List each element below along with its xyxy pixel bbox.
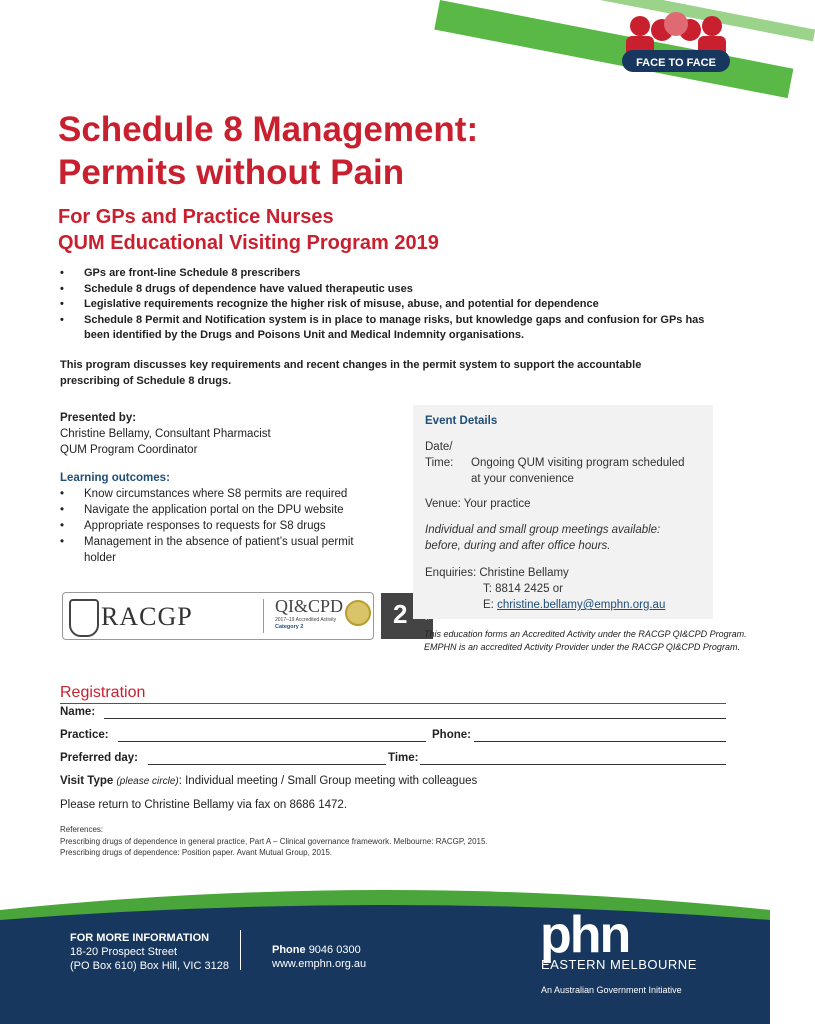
footer-address-2: (PO Box 610) Box Hill, VIC 3128 (70, 960, 229, 972)
list-item: • Appropriate responses to requests for S8 drugs (60, 518, 380, 534)
learning-outcomes-heading: Learning outcomes: (60, 472, 170, 484)
meetings-line-2: before, during and after office hours. (425, 540, 611, 552)
program-intro: This program discusses key requirements and recent changes in the permit system to support the accountable prescribing of Schedule 8 drugs. (60, 359, 642, 387)
practice-field[interactable] (118, 741, 426, 742)
venue: Venue: Your practice (425, 498, 531, 510)
meetings-line-1: Individual and small group meetings available: (425, 524, 661, 536)
footer-phone-web (272, 943, 366, 971)
visit-type-options[interactable]: : Individual meeting / Small Group meeting with colleagues (178, 775, 478, 787)
list-item: • Legislative requirements recognize the higher risk of misuse, abuse, and potential for dependence (60, 297, 720, 313)
date-label-line-1: Date/ (425, 441, 453, 453)
email-prefix: E: (483, 599, 498, 611)
presenter-section (60, 410, 380, 566)
points-value: 2 (393, 599, 408, 629)
list-item: • Navigate the application portal on the DPU website (60, 502, 380, 518)
event-details-heading: Event Details (425, 415, 498, 427)
time-label: Time: (388, 752, 419, 764)
footer-phone: 9046 0300 (308, 944, 361, 956)
list-item: • GPs are front-line Schedule 8 prescribers (60, 266, 720, 282)
page-title (58, 108, 658, 194)
learning-outcomes-list (60, 486, 380, 566)
subtitle-line-1: For GPs and Practice Nurses (58, 206, 334, 228)
presenter-heading: Presented by: (60, 412, 137, 424)
footer-phone-row (272, 943, 366, 957)
racgp-name: RACGP (101, 602, 193, 631)
registration-divider (60, 703, 726, 704)
preferred-day-label: Preferred day: (60, 752, 138, 764)
subtitle-line-2: QUM Educational Visiting Program 2019 (58, 232, 439, 254)
references-heading: References: (60, 825, 104, 834)
reference-item: Prescribing drugs of dependence: Position paper. Avant Mutual Group, 2015. (60, 848, 333, 857)
name-label: Name: (60, 706, 96, 718)
date-value-line-1: Ongoing QUM visiting program scheduled (471, 457, 685, 469)
footer-website[interactable]: www.emphn.org.au (272, 958, 367, 970)
accreditation-note: This education forms an Accredited Activity under the RACGP QI&CPD Program. EMPHN is an accredited Activity Provider under the RACGP QI&CPD Program. (424, 629, 747, 652)
email-link[interactable]: christine.bellamy@emphn.org.au (497, 599, 666, 611)
list-item: • Know circumstances where S8 permits are required (60, 486, 380, 502)
registration-heading: Registration (60, 684, 146, 701)
date-label-line-2: Time: (425, 457, 454, 469)
list-item: • Schedule 8 Permit and Notification system is in place to manage risks, but knowledge gaps and confusion for GPs has been identified by the Drugs and Poisons Unit and Medical Indemnity organisations. (60, 313, 720, 344)
event-details-panel (413, 405, 713, 619)
time-field[interactable] (420, 764, 726, 765)
footer-info-heading: FOR MORE INFORMATION (70, 932, 210, 944)
subtitle (58, 204, 439, 256)
date-value (471, 455, 685, 487)
title-line-2: Permits without Pain (58, 153, 405, 192)
name-field[interactable] (104, 718, 726, 719)
seal-icon (345, 600, 371, 626)
reference-item: Prescribing drugs of dependence in general practice, Part A – Clinical governance framework. Melbourne: RACGP, 2015. (60, 836, 488, 846)
visit-type-row (60, 775, 477, 787)
date-value-line-2: at your convenience (471, 473, 574, 485)
logo-divider (263, 599, 264, 633)
references (60, 824, 720, 859)
enquiries-phone: T: 8814 2425 or (483, 583, 563, 595)
list-item: • Schedule 8 drugs of dependence have valued therapeutic uses (60, 282, 720, 298)
qicpd-category: Category 2 (275, 624, 304, 630)
list-item: • Management in the absence of patient’s usual permit holder (60, 534, 380, 566)
presenter-role: QUM Program Coordinator (60, 444, 198, 456)
face-to-face-badge (620, 10, 732, 76)
visit-type-hint: (please circle) (116, 776, 179, 787)
meetings-note (425, 522, 660, 554)
preferred-day-field[interactable] (148, 764, 386, 765)
government-initiative: An Australian Government Initiative (541, 985, 682, 995)
footer-phone-label: Phone (272, 944, 306, 956)
badge-label: FACE TO FACE (636, 57, 716, 69)
footer-contact (70, 931, 229, 973)
visit-type-label: Visit Type (60, 775, 114, 787)
qicpd-subtitle: 2017–19 Accredited Activity (275, 617, 337, 623)
footer-divider (240, 930, 241, 970)
title-line-1: Schedule 8 Management: (58, 110, 479, 149)
practice-label: Practice: (60, 729, 109, 741)
phone-label: Phone: (432, 729, 471, 741)
date-label (425, 439, 453, 471)
key-points-list (60, 266, 720, 344)
enquiries-email-row (483, 597, 665, 613)
enquiries: Enquiries: Christine Bellamy (425, 567, 569, 579)
footer-address-1: 18-20 Prospect Street (70, 946, 178, 958)
racgp-crest-icon (69, 599, 99, 637)
qicpd-label: QI&CPD (275, 596, 344, 616)
phn-logo-subtitle: EASTERN MELBOURNE (541, 957, 697, 972)
return-instructions: Please return to Christine Bellamy via fax on 8686 1472. (60, 799, 348, 811)
racgp-accreditation-logo (62, 592, 408, 640)
presenter-name: Christine Bellamy, Consultant Pharmacist (60, 428, 271, 440)
phn-logo: phn (540, 906, 630, 964)
phone-field[interactable] (474, 741, 726, 742)
